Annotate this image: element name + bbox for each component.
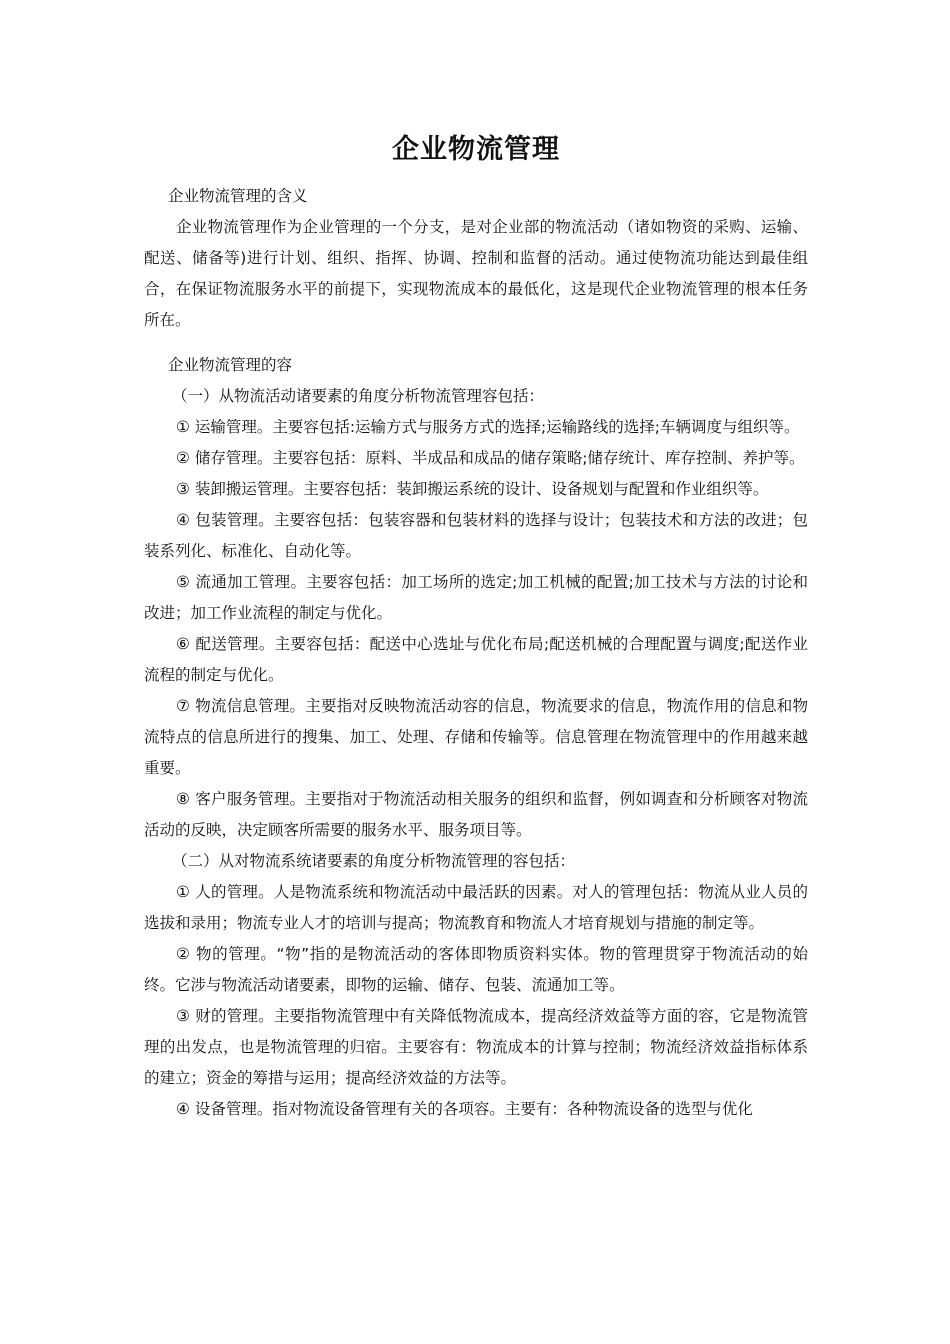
list-item-customer-service: ⑧ 客户服务管理。主要指对于物流活动相关服务的组织和监督，例如调查和分析顾客对物流活动的反映，决定顾客所需要的服务水平、服务项目等。 — [144, 790, 808, 839]
list-item-material: ② 物的管理。“物”指的是物流活动的客体即物质资料实体。物的管理贯穿于物流活动的始终。它涉与物流活动诸要素，即物的运输、储存、包装、流通加工等。 — [144, 945, 808, 994]
definition-paragraph: 企业物流管理作为企业管理的一个分支，是对企业部的物流活动（诸如物资的采购、运输、配送、储备等)进行计划、组织、指挥、协调、控制和监督的活动。通过使物流功能达到最佳组合，在保证物流服务水平的前提下，实现物流成本的最低化，这是现代企业物流管理的根本任务所在。 — [144, 218, 808, 329]
list-item-equipment: ④ 设备管理。指对物流设备管理有关的各项容。主要有：各种物流设备的选型与优化 — [176, 1100, 753, 1118]
list-item-processing: ⑤ 流通加工管理。主要容包括：加工场所的选定;加工机械的配置;加工技术与方法的讨论和改进；加工作业流程的制定与优化。 — [144, 573, 808, 622]
list-item-handling: ③ 装卸搬运管理。主要容包括：装卸搬运系统的设计、设备规划与配置和作业组织等。 — [176, 480, 769, 498]
list-item-people: ① 人的管理。人是物流系统和物流活动中最活跃的因素。对人的管理包括：物流从业人员的选拔和录用；物流专业人才的培训与提高；物流教育和物流人才培育规划与措施的制定等。 — [144, 883, 808, 932]
list-item-information: ⑦ 物流信息管理。主要指对反映物流活动容的信息，物流要求的信息，物流作用的信息和物流特点的信息所进行的搜集、加工、处理、存储和传输等。信息管理在物流管理中的作用越来越重要。 — [144, 697, 808, 777]
list-item-storage: ② 储存管理。主要容包括：原料、半成品和成品的储存策略;储存统计、库存控制、养护等。 — [176, 449, 805, 467]
document-title: 企业物流管理 — [392, 134, 560, 165]
list-item-distribution: ⑥ 配送管理。主要容包括：配送中心选址与优化布局;配送机械的合理配置与调度;配送作业流程的制定与优化。 — [144, 635, 808, 684]
list-item-packaging: ④ 包装管理。主要容包括：包装容器和包装材料的选择与设计；包装技术和方法的改进；包装系列化、标准化、自动化等。 — [144, 511, 808, 560]
part1-heading: （一）从物流活动诸要素的角度分析物流管理容包括： — [172, 387, 545, 405]
list-item-transport: ① 运输管理。主要容包括:运输方式与服务方式的选择;运输路线的选择;车辆调度与组织等。 — [176, 418, 800, 436]
list-item-finance: ③ 财的管理。主要指物流管理中有关降低物流成本，提高经济效益等方面的容，它是物流管理的出发点，也是物流管理的归宿。主要容有：物流成本的计算与控制；物流经济效益指标体系的建立；资金的筹措与运用；提高经济效益的方法等。 — [144, 1007, 808, 1087]
document-body — [144, 181, 808, 1125]
section-heading-definition: 企业物流管理的含义 — [168, 187, 308, 205]
part2-heading: （二）从对物流系统诸要素的角度分析物流管理的容包括： — [172, 852, 576, 870]
section-heading-contents: 企业物流管理的容 — [168, 356, 293, 374]
